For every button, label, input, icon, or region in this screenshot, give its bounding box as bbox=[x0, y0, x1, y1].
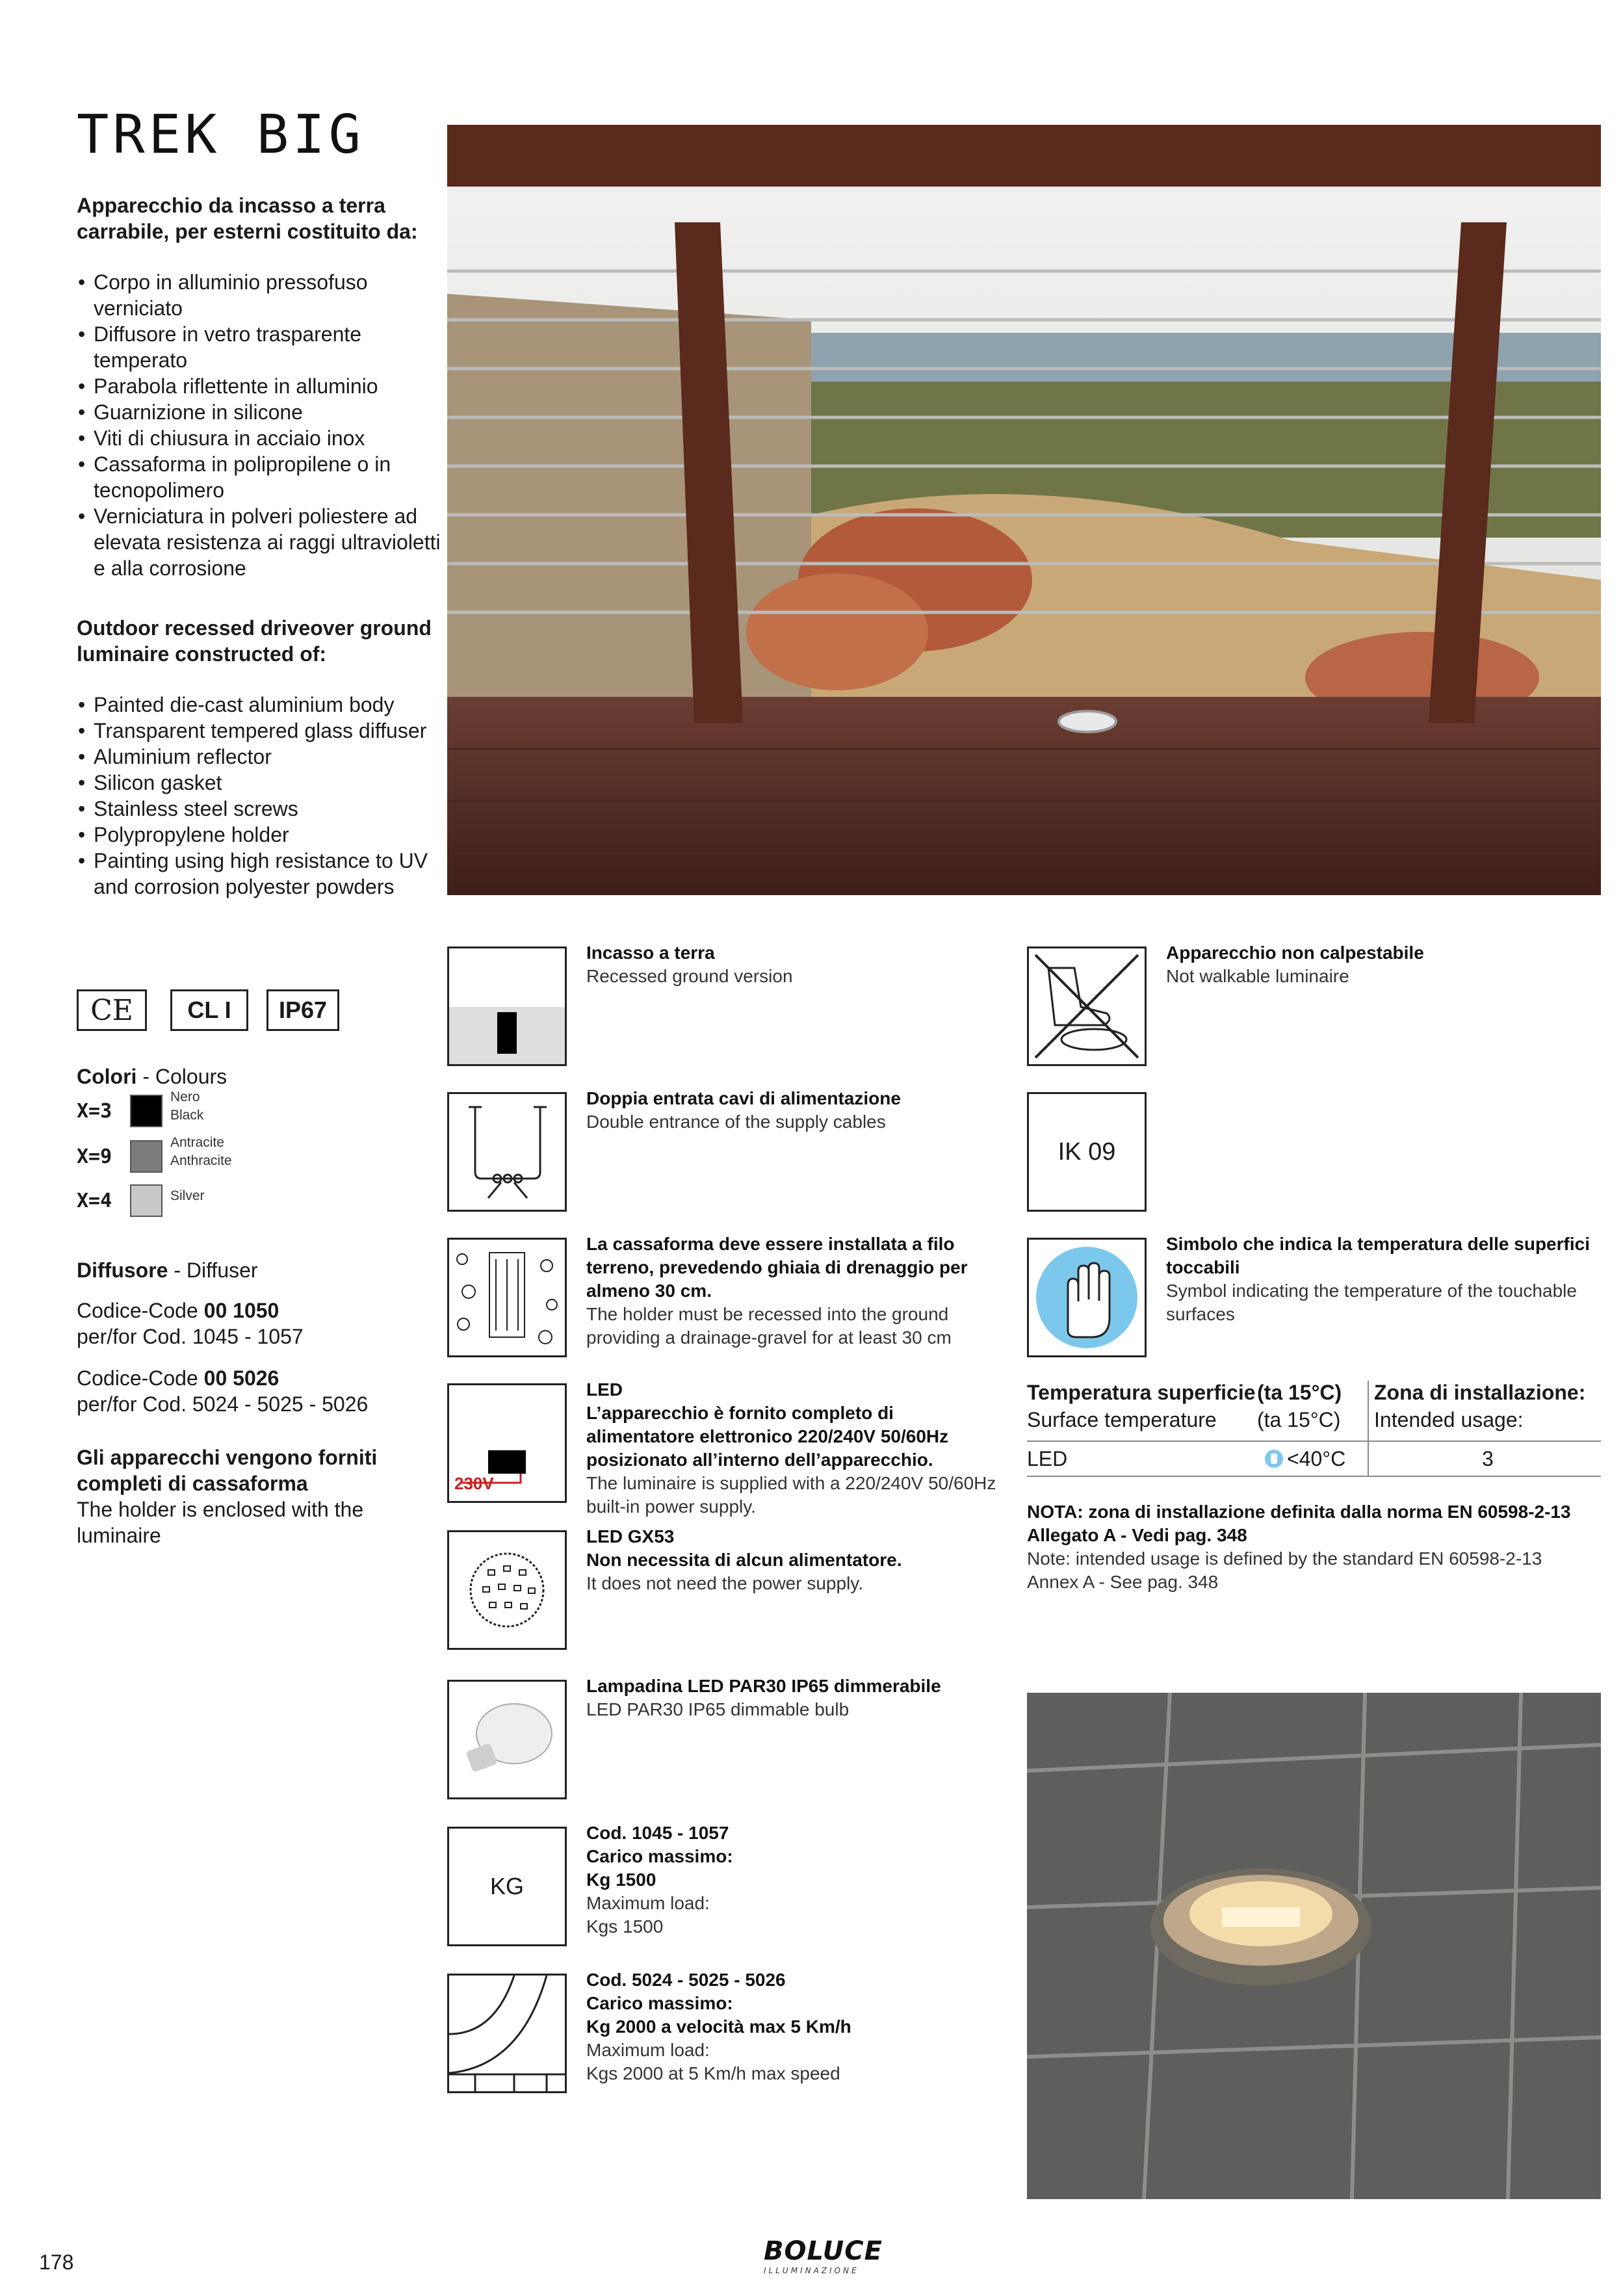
colour-name: Antracite Anthracite bbox=[170, 1135, 232, 1168]
spec-not-walkable: Apparecchio non calpestabile Not walkable luminaire bbox=[1166, 943, 1424, 986]
colour-code: X=9 bbox=[77, 1145, 112, 1168]
page-title: TREK BIG bbox=[77, 104, 365, 166]
feature-item: • Aluminium reflector bbox=[77, 744, 441, 770]
ip-rating-badge: IP67 bbox=[266, 989, 339, 1031]
hand-icon bbox=[1265, 1448, 1283, 1469]
diffuser-code-1: Codice-Code 00 1050 per/for Cod. 1045 - 1057 bbox=[77, 1299, 304, 1348]
colour-swatch-anthracite bbox=[130, 1140, 162, 1173]
feature-item: • Transparent tempered glass diffuser bbox=[77, 718, 441, 744]
power-supply-230v-icon bbox=[447, 1383, 567, 1503]
features-english bbox=[77, 692, 441, 900]
spec-double-entry: Doppia entrata cavi di alimentazione Double entrance of the supply cables bbox=[586, 1088, 901, 1132]
colours-heading-en: Colours bbox=[155, 1065, 227, 1088]
colour-swatch-black bbox=[130, 1095, 162, 1127]
page-number: 178 bbox=[39, 2250, 74, 2274]
feature-item: • Cassaforma in polipropilene o in tecnopolimero bbox=[77, 451, 441, 503]
led-gx53-icon bbox=[447, 1530, 567, 1650]
feature-item: • Guarnizione in silicone bbox=[77, 399, 441, 425]
zone-header-it: Zona di installazione: bbox=[1374, 1381, 1586, 1404]
ce-mark-badge: CE bbox=[77, 989, 147, 1031]
standard-note: NOTA: zona di installazione definita dalla norma EN 60598-2-13 Allegato A - Vedi pag. 348 Note: intended usage is defined by the standard EN 60598-2-13 Annex A - See pag. 348 bbox=[1027, 1502, 1571, 1592]
temp-row-value: <40°C bbox=[1287, 1447, 1346, 1470]
drainage-gravel-icon bbox=[447, 1238, 567, 1357]
spec-drainage: La cassaforma deve essere installata a filo terreno, prevedendo ghiaia di drenaggio per almeno 30 cm. The holder must be recessed into the ground providing a drainage-gravel for at least 30 cm bbox=[586, 1234, 968, 1348]
feature-item: • Verniciatura in polveri poliestere ad elevata resistenza ai raggi ultravioletti e alla corrosione bbox=[77, 503, 441, 581]
product-detail-photo bbox=[1027, 1693, 1601, 2199]
feature-item: • Diffusore in vetro trasparente temperato bbox=[77, 321, 441, 373]
feature-item: • Silicon gasket bbox=[77, 770, 441, 796]
holder-note-it: Gli apparecchi vengono forniti completi di cassaforma bbox=[77, 1446, 378, 1495]
features-italian bbox=[77, 269, 441, 581]
temp-row-source: LED bbox=[1027, 1447, 1068, 1470]
double-cable-entry-icon bbox=[447, 1092, 567, 1212]
feature-item: • Polypropylene holder bbox=[77, 822, 441, 848]
brand-logo: BOLUCE ILLUMINAZIONE bbox=[764, 2236, 883, 2275]
feature-item: • Viti di chiusura in acciaio inox bbox=[77, 425, 441, 451]
zone-header-en: Intended usage: bbox=[1374, 1408, 1524, 1431]
intro-english: Outdoor recessed driveover ground luminaire constructed of: bbox=[77, 616, 432, 666]
hand-temperature-icon bbox=[1027, 1238, 1147, 1357]
colour-code: X=4 bbox=[77, 1190, 112, 1212]
spec-led-gx53: LED GX53 Non necessita di alcun alimentatore. It does not need the power supply. bbox=[586, 1526, 902, 1593]
temp-header-en: Surface temperature bbox=[1027, 1408, 1217, 1431]
feature-item: • Painted die-cast aluminium body bbox=[77, 692, 441, 718]
spec-led-driver: LED L’apparecchio è fornito completo di alimentatore elettronico 220/240V 50/60Hz posizionato all’interno dell’apparecchio. The luminaire is supplied with a 220/240V 50/60Hz built-in power supply. bbox=[586, 1379, 996, 1517]
spec-hand-temperature: Simbolo che indica la temperatura delle superfici toccabili Symbol indicating the temperature of the touchable surfaces bbox=[1166, 1234, 1590, 1324]
diffuser-heading: Diffusore - Diffuser bbox=[77, 1259, 258, 1282]
not-walkable-icon bbox=[1027, 946, 1147, 1066]
spec-par30: Lampadina LED PAR30 IP65 dimmerabile LED PAR30 IP65 dimmable bulb bbox=[586, 1676, 941, 1719]
vehicle-load-icon bbox=[447, 1974, 567, 2093]
voltage-label: 230V bbox=[454, 1474, 494, 1493]
ik09-icon: IK 09 bbox=[1027, 1092, 1147, 1212]
colour-code: X=3 bbox=[77, 1100, 112, 1123]
colours-heading-sep: - bbox=[136, 1065, 155, 1088]
colour-name: Silver bbox=[170, 1188, 205, 1203]
temp-row-zone: 3 bbox=[1482, 1447, 1494, 1470]
temp-header-it: Temperatura superficie bbox=[1027, 1381, 1256, 1404]
feature-item: • Corpo in alluminio pressofuso verniciato bbox=[77, 269, 441, 321]
par30-bulb-icon bbox=[447, 1680, 567, 1799]
temperature-table bbox=[1027, 1381, 1601, 1477]
spec-recessed: Incasso a terra Recessed ground version bbox=[586, 943, 793, 986]
colour-name: Nero Black bbox=[170, 1089, 204, 1123]
product-installation-photo bbox=[447, 125, 1601, 895]
kg-load-icon: KG bbox=[447, 1827, 567, 1946]
colours-heading-it: Colori bbox=[77, 1065, 137, 1088]
feature-item: • Stainless steel screws bbox=[77, 796, 441, 822]
diffuser-code-2: Codice-Code 00 5026 per/for Cod. 5024 - 5025 - 5026 bbox=[77, 1366, 369, 1416]
holder-note-en: The holder is enclosed with the luminaire bbox=[77, 1498, 364, 1547]
recessed-ground-icon bbox=[447, 946, 567, 1066]
intro-italian: Apparecchio da incasso a terra carrabile, per esterni costituito da: bbox=[77, 194, 418, 243]
spec-load-2000: Cod. 5024 - 5025 - 5026 Carico massimo: Kg 2000 a velocità max 5 Km/h Maximum load: Kgs 2000 at 5 Km/h max speed bbox=[586, 1970, 851, 2083]
temp-header-en-ta: (ta 15°C) bbox=[1257, 1408, 1341, 1431]
class-badge: CL I bbox=[170, 989, 248, 1031]
colour-swatch-silver bbox=[130, 1184, 162, 1217]
colours-heading bbox=[77, 1065, 227, 1089]
temp-header-it-ta: (ta 15°C) bbox=[1257, 1381, 1342, 1404]
spec-load-1500: Cod. 1045 - 1057 Carico massimo: Kg 1500 Maximum load: Kgs 1500 bbox=[586, 1823, 733, 1937]
feature-item: • Painting using high resistance to UV and corrosion polyester powders bbox=[77, 848, 441, 900]
feature-item: • Parabola riflettente in alluminio bbox=[77, 373, 441, 399]
